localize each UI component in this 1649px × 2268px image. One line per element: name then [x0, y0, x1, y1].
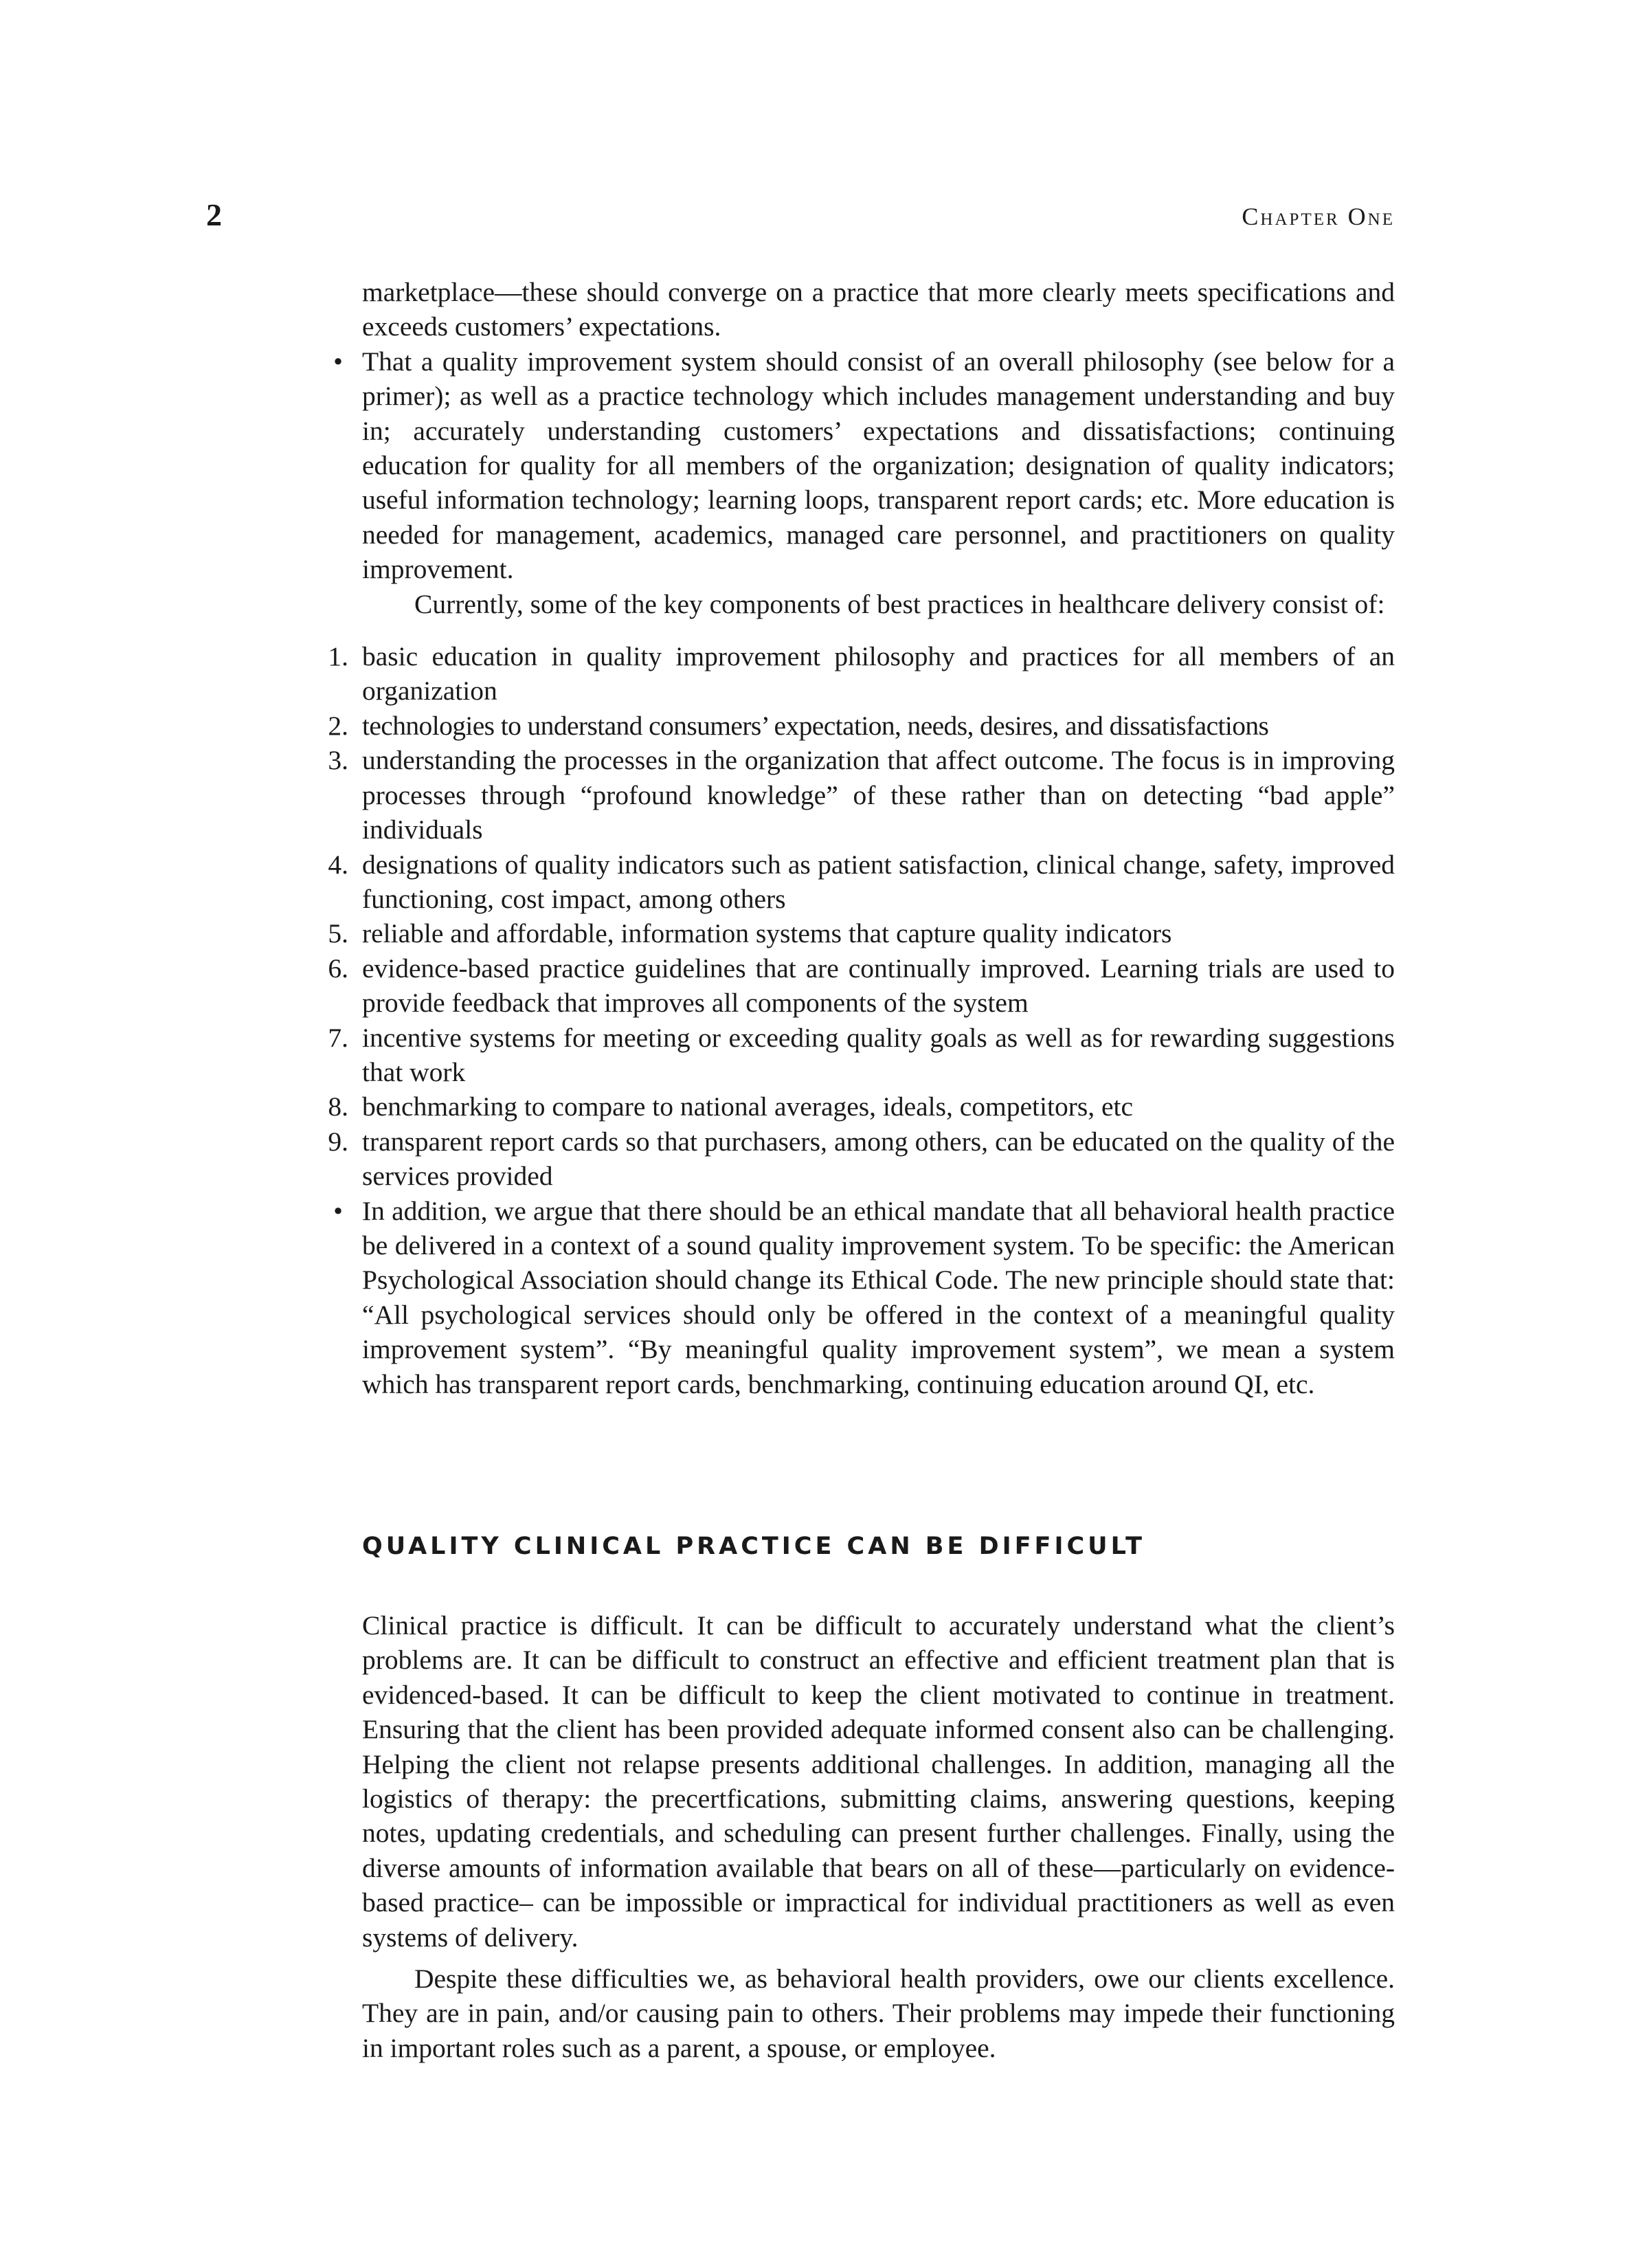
bullet-icon: • [333, 1195, 343, 1226]
list-text: benchmarking to compare to national averages, ideals, competitors, etc [362, 1091, 1134, 1122]
list-number: 8. [328, 1091, 348, 1122]
list-number: 2. [328, 710, 348, 741]
page-header [206, 197, 1395, 238]
list-item [328, 1021, 1395, 1090]
list-item [328, 847, 1395, 917]
list-item [328, 1124, 1395, 1194]
list-number: 7. [328, 1022, 348, 1053]
bullet-item-ethical-mandate [333, 1194, 1395, 1401]
list-item [328, 709, 1395, 743]
bullet-icon: • [333, 346, 343, 377]
list-item [328, 639, 1395, 709]
list-text: incentive systems for meeting or exceeding quality goals as well as for rewarding suggestions that work [362, 1022, 1395, 1087]
best-practices-list [328, 639, 1395, 1194]
list-text: reliable and affordable, information systems that capture quality indicators [362, 918, 1172, 949]
list-item [328, 743, 1395, 847]
list-text: designations of quality indicators such as patient satisfaction, clinical change, safety, improved functioning, cost impact, among others [362, 849, 1395, 914]
list-item [328, 1089, 1395, 1124]
list-number: 4. [328, 849, 348, 880]
bullet-text: In addition, we argue that there should be an ethical mandate that all behavioral health practice be delivered in a context of a sound quality improvement system. To be specific: the American Psychological Association should change its Ethical Code. The new principle should state that: “All psychological services should only be offered in the context of a meaningful quality improvement system”. “By meaningful quality improvement system”, we mean a system which has transparent report cards, benchmarking, continuing education around QI, etc. [362, 1195, 1395, 1399]
section-heading: QUALITY CLINICAL PRACTICE CAN BE DIFFICULT [362, 1533, 1145, 1560]
section-paragraph: Clinical practice is difficult. It can be difficult to accurately understand what the client’s problems are. It can be difficult to construct an effective and efficient treatment plan that is evidenced-based. It can be difficult to keep the client motivated to continue in treatment. Ensuring that the client has been provided adequate informed consent also can be challenging. Helping the client not relapse presents additional challenges. In addition, managing all the logistics of therapy: the precertfications, submitting claims, answering questions, keeping notes, updating credentials, and scheduling can present further challenges. Finally, using the diverse amounts of information available that bears on all of these—particularly on evidence-based practice– can be impossible or impractical for individual practitioners as well as even systems of delivery. [362, 1610, 1395, 1953]
intro-paragraph: Currently, some of the key components of best practices in healthcare delivery consist of: [414, 588, 1385, 619]
bullet-text: That a quality improvement system should consist of an overall philosophy (see below for a primer); as well as a practice technology which includes management understanding and buy in; accurately understanding customers’ expectations and dissatisfactions; continuing education for quality for all members of the organization; designation of quality indicators; useful information technology; learning loops, transparent report cards; etc. More education is needed for management, academics, managed care personnel, and practitioners on quality improvement. [362, 346, 1395, 585]
page-number: 2 [206, 197, 222, 232]
main-text [328, 275, 1395, 1401]
list-text: basic education in quality improvement philosophy and practices for all members of an organization [362, 641, 1395, 707]
list-text: technologies to understand consumers’ expectation, needs, desires, and dissatisfactions [362, 710, 1269, 741]
section-paragraph: Despite these difficulties we, as behavioral health providers, owe our clients excellence. They are in pain, and/or causing pain to others. Their problems may impede their functioning in important roles such as a parent, a spouse, or employee. [362, 1964, 1395, 2063]
section-text [362, 1608, 1395, 2065]
continuation-paragraph: marketplace—these should converge on a practice that more clearly meets specifications and exceeds customers’ expectations. [362, 277, 1395, 342]
list-text: evidence-based practice guidelines that are continually improved. Learning trials are used to provide feedback that improves all components of the system [362, 953, 1395, 1019]
list-number: 5. [328, 918, 348, 949]
list-number: 3. [328, 745, 348, 776]
list-item [328, 916, 1395, 950]
list-number: 1. [328, 641, 348, 672]
list-text: understanding the processes in the organization that affect outcome. The focus is in improving processes through “profound knowledge” of these rather than on detecting “bad apple” individuals [362, 745, 1395, 845]
running-head: Chapter One [1242, 203, 1395, 230]
list-number: 6. [328, 953, 348, 983]
list-text: transparent report cards so that purchasers, among others, can be educated on the quality of the services provided [362, 1126, 1395, 1192]
bullet-item-quality-system [333, 344, 1395, 587]
list-number: 9. [328, 1126, 348, 1157]
list-item [328, 951, 1395, 1021]
